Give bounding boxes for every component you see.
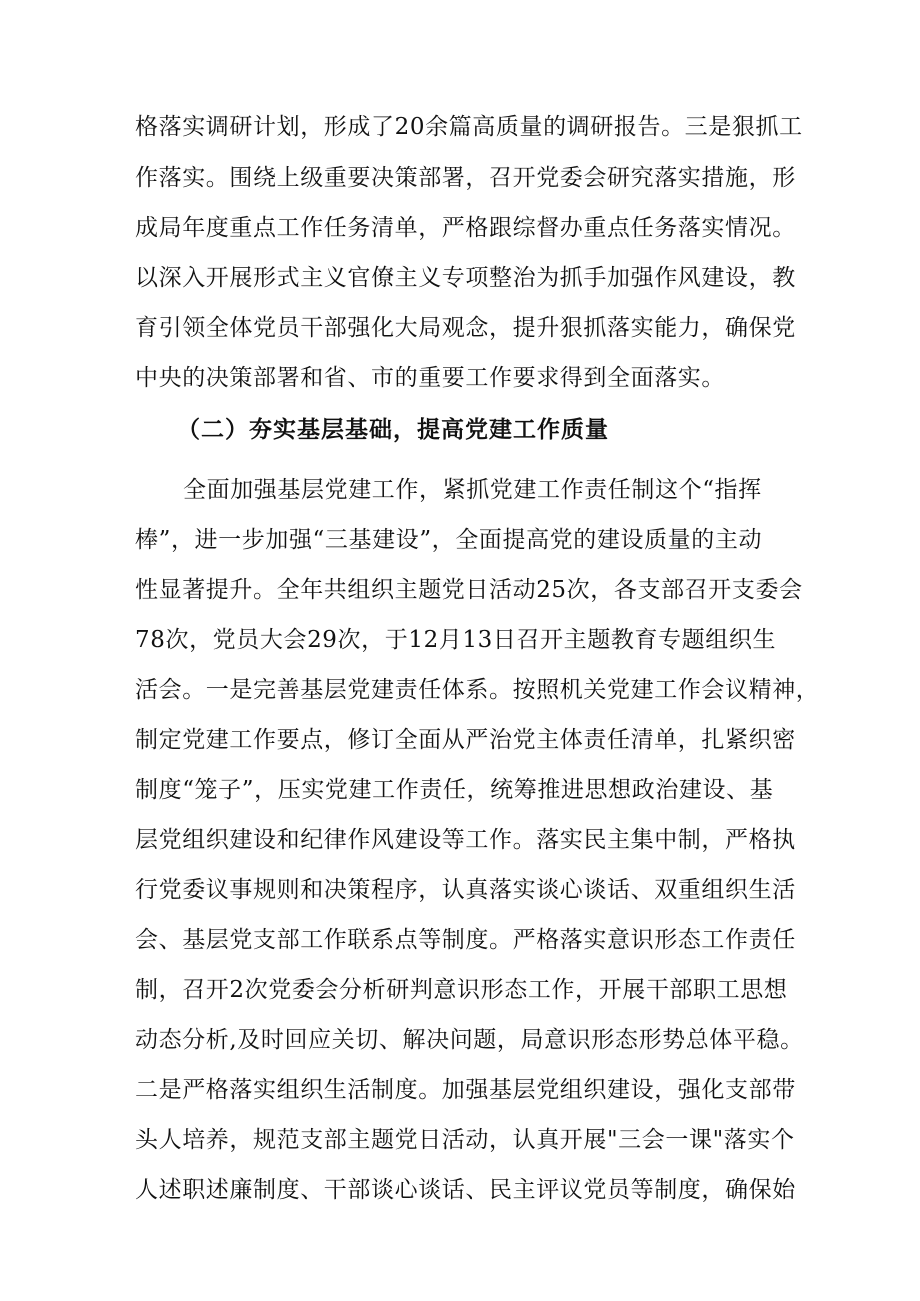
text-line: 活会。一是完善基层党建责任体系。按照机关党建工作会议精神， bbox=[135, 677, 820, 703]
text-line: 中央的决策部署和省、市的重要工作要求得到全面落实。 bbox=[135, 365, 725, 391]
text-line: 格落实调研计划，形成了20余篇高质量的调研报告。三是狠抓工 bbox=[135, 114, 803, 140]
text-line: 制，召开2次党委会分析研判意识形态工作，开展干部职工思想 bbox=[135, 977, 788, 1003]
text-line: 育引领全体党员干部强化大局观念，提升狠抓落实能力，确保党 bbox=[135, 315, 796, 341]
text-line: 行党委议事规则和决策程序，认真落实谈心谈话、双重组织生活 bbox=[135, 877, 796, 903]
text-line: 棒”，进一步加强“三基建设”，全面提高党的建设质量的主动 bbox=[135, 527, 763, 553]
text-line: 全面加强基层党建工作，紧抓党建工作责任制这个“指挥 bbox=[183, 477, 762, 503]
text-line: 会、基层党支部工作联系点等制度。严格落实意识形态工作责任 bbox=[135, 927, 796, 953]
section-heading: （二）夯实基层基础，提高党建工作质量 bbox=[177, 417, 609, 443]
text-line: 制度“笼子”，压实党建工作责任，统筹推进思想政治建设、基 bbox=[135, 777, 774, 803]
text-line: 制定党建工作要点，修订全面从严治党主体责任清单，扎紧织密 bbox=[135, 727, 796, 753]
text-line: 作落实。围绕上级重要决策部署，召开党委会研究落实措施，形 bbox=[135, 165, 796, 191]
text-line: 动态分析,及时回应关切、解决问题，局意识形态形势总体平稳。 bbox=[135, 1027, 804, 1053]
text-line: 成局年度重点工作任务清单，严格跟综督办重点任务落实情况。 bbox=[135, 215, 796, 241]
text-line: 性显著提升。全年共组织主题党日活动25次，各支部召开支委会 bbox=[135, 577, 803, 603]
text-line: 头人培养，规范支部主题党日活动，认真开展"三会一课"落实个 bbox=[135, 1127, 795, 1153]
text-line: 以深入开展形式主义官僚主义专项整治为抓手加强作风建设，教 bbox=[135, 265, 796, 291]
text-line: 人述职述廉制度、干部谈心谈话、民主评议党员等制度，确保始 bbox=[135, 1177, 796, 1203]
text-line: 层党组织建设和纪律作风建设等工作。落实民主集中制，严格执 bbox=[135, 827, 796, 853]
text-line: 二是严格落实组织生活制度。加强基层党组织建设，强化支部带 bbox=[135, 1077, 796, 1103]
text-line: 78次，党员大会29次，于12月13日召开主题教育专题组织生 bbox=[135, 627, 777, 653]
